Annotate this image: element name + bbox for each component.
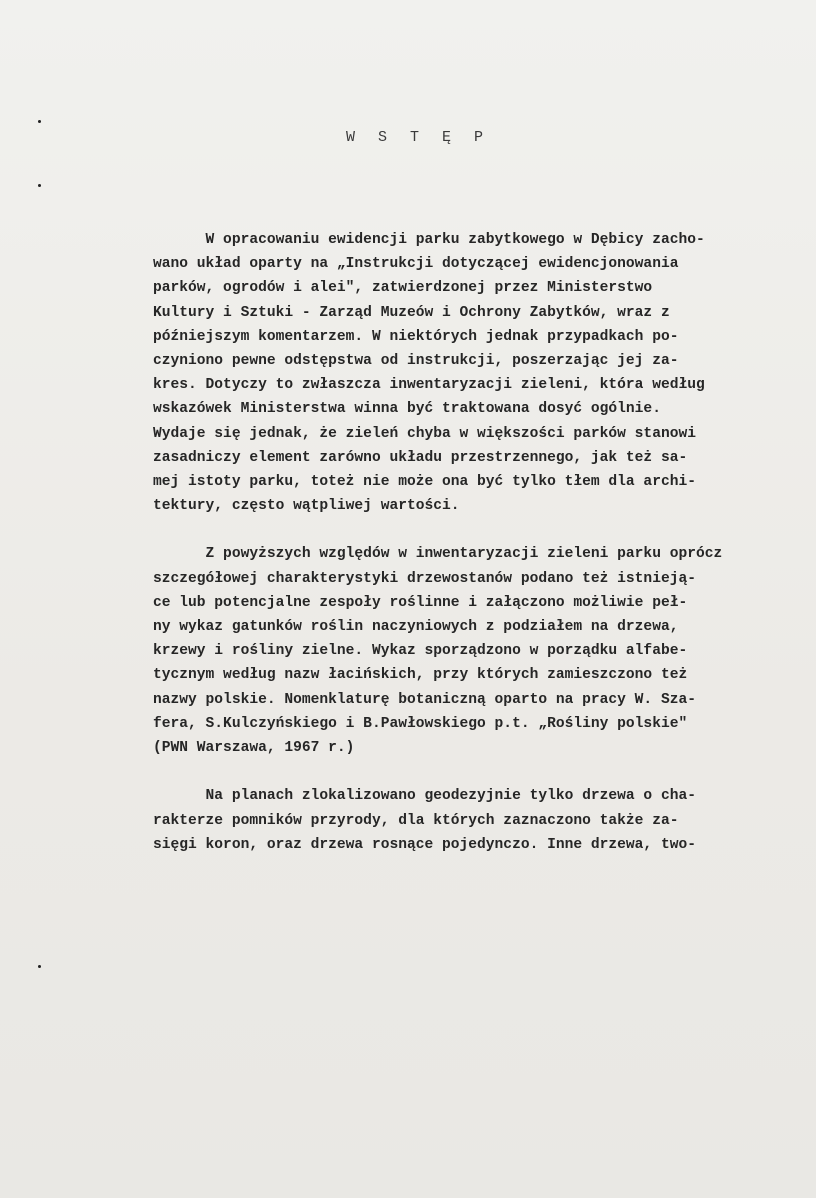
text-line: ce lub potencjalne zespoły roślinne i załączono możliwie peł- [153, 594, 688, 611]
margin-dot [38, 184, 41, 187]
paragraph-2 [153, 542, 816, 760]
text-line: wano układ oparty na „Instrukcji dotyczącej ewidencjonowania [153, 256, 679, 273]
text-line: sięgi koron, oraz drzewa rosnące pojedynczo. Inne drzewa, two- [153, 836, 696, 853]
text-line: czyniono pewne odstępstwa od instrukcji, poszerzając jej za- [153, 352, 679, 369]
text-line: nazwy polskie. Nomenklaturę botaniczną oparto na pracy W. Sza- [153, 691, 696, 708]
text-line: rakterze pomników przyrody, dla których zaznaczono także za- [153, 812, 679, 829]
paragraph-3 [153, 784, 816, 857]
text-line: szczegółowej charakterystyki drzewostanów podano też istnieją- [153, 570, 696, 587]
body-text [153, 228, 816, 857]
text-line: (PWN Warszawa, 1967 r.) [153, 739, 355, 756]
text-line: fera, S.Kulczyńskiego i B.Pawłowskiego p.t. „Rośliny polskie" [153, 715, 688, 732]
text-line: W opracowaniu ewidencji parku zabytkowego w Dębicy zacho- [153, 232, 705, 248]
text-line: Z powyższych względów w inwentaryzacji zieleni parku oprócz [153, 546, 723, 563]
text-line: krzewy i rośliny zielne. Wykaz sporządzono w porządku alfabe- [153, 643, 688, 660]
paragraph-1 [153, 228, 816, 518]
text-line: kres. Dotyczy to zwłaszcza inwentaryzacji zieleni, która według [153, 377, 705, 394]
margin-dot [38, 965, 41, 968]
text-line: Na planach zlokalizowano geodezyjnie tylko drzewa o cha- [153, 788, 696, 805]
paragraph-spacer [153, 760, 816, 784]
text-line: tektury, często wątpliwej wartości. [153, 498, 460, 515]
text-line: mej istoty parku, toteż nie może ona być tylko tłem dla archi- [153, 473, 696, 490]
text-line: parków, ogrodów i alei", zatwierdzonej przez Ministerstwo [153, 280, 653, 297]
text-line: wskazówek Ministerstwa winna być traktowana dosyć ogólnie. [153, 401, 661, 418]
text-line: tycznym według nazw łacińskich, przy których zamieszczono też [153, 667, 688, 684]
text-line: późniejszym komentarzem. W niektórych jednak przypadkach po- [153, 328, 679, 345]
text-line: zasadniczy element zarówno układu przestrzennego, jak też sa- [153, 449, 688, 466]
text-line: Kultury i Sztuki - Zarząd Muzeów i Ochrony Zabytków, wraz z [153, 304, 670, 321]
text-line: Wydaje się jednak, że zieleń chyba w większości parków stanowi [153, 425, 696, 442]
margin-dot [38, 120, 41, 123]
page-title: W S T Ę P [345, 129, 490, 146]
paragraph-spacer [153, 518, 816, 542]
text-line: ny wykaz gatunków roślin naczyniowych z podziałem na drzewa, [153, 619, 679, 635]
